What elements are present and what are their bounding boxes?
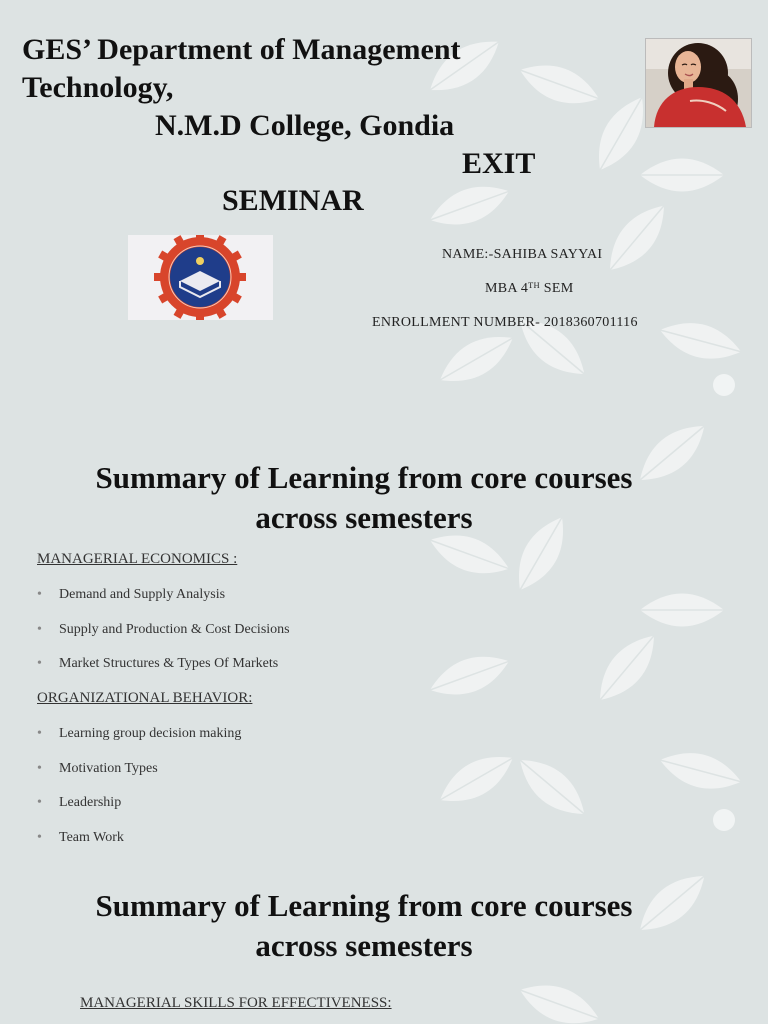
bullet-icon: •: [37, 726, 42, 741]
list-item-text: Demand and Supply Analysis: [59, 587, 226, 602]
enrollment-number: ENROLLMENT NUMBER- 2018360701116: [372, 315, 638, 330]
college-logo: [128, 235, 273, 320]
list-item: [37, 830, 237, 846]
list-item-text: Learning group decision making: [59, 726, 242, 741]
section-heading-economics: MANAGERIAL ECONOMICS :: [37, 551, 238, 567]
bullet-icon: •: [37, 830, 42, 845]
list-item-text: Motivation Types: [59, 761, 158, 776]
list-item: [37, 726, 284, 742]
slide-title-line-2: across semesters: [255, 928, 473, 963]
title-line-2: Technology,: [22, 71, 174, 104]
bullet-icon: •: [37, 761, 42, 776]
list-item: [37, 587, 262, 603]
program-semester: MBA 4ᵀᴴ SEM: [485, 281, 574, 296]
slide-title-line-2: across semesters: [255, 500, 473, 535]
list-item-text: Market Structures & Types Of Markets: [59, 656, 279, 671]
list-item: [37, 795, 237, 811]
section-heading-behavior: ORGANIZATIONAL BEHAVIOR:: [37, 690, 253, 706]
bullet-icon: •: [37, 795, 42, 810]
bullet-icon: •: [37, 622, 42, 637]
section-heading-skills: MANAGERIAL SKILLS FOR EFFECTIVENESS:: [80, 995, 392, 1011]
list-item-text: Supply and Production & Cost Decisions: [59, 622, 290, 637]
title-line-3: N.M.D College, Gondia: [155, 109, 455, 142]
list-item: [37, 622, 332, 638]
bullet-icon: •: [37, 656, 42, 671]
title-line-1: GES’ Department of Management: [22, 33, 461, 66]
summary-slide-1: [0, 430, 768, 870]
list-item-text: Team Work: [59, 830, 124, 845]
slide-title-line-1: Summary of Learning from core courses: [95, 460, 633, 495]
title-slide: [0, 0, 768, 430]
title-line-5: SEMINAR: [222, 184, 364, 217]
slide-title: [0, 886, 728, 966]
title-line-4: EXIT: [462, 147, 536, 180]
slide-title: [0, 458, 728, 538]
list-item: [37, 656, 325, 672]
list-item: [37, 761, 180, 777]
bullet-icon: •: [37, 587, 42, 602]
student-photo: [645, 38, 752, 128]
list-item-text: Leadership: [59, 795, 122, 810]
slide-title-line-1: Summary of Learning from core courses: [95, 888, 633, 923]
student-name: NAME:-SAHIBA SAYYAI: [442, 247, 603, 262]
summary-slide-2: [0, 870, 768, 1024]
